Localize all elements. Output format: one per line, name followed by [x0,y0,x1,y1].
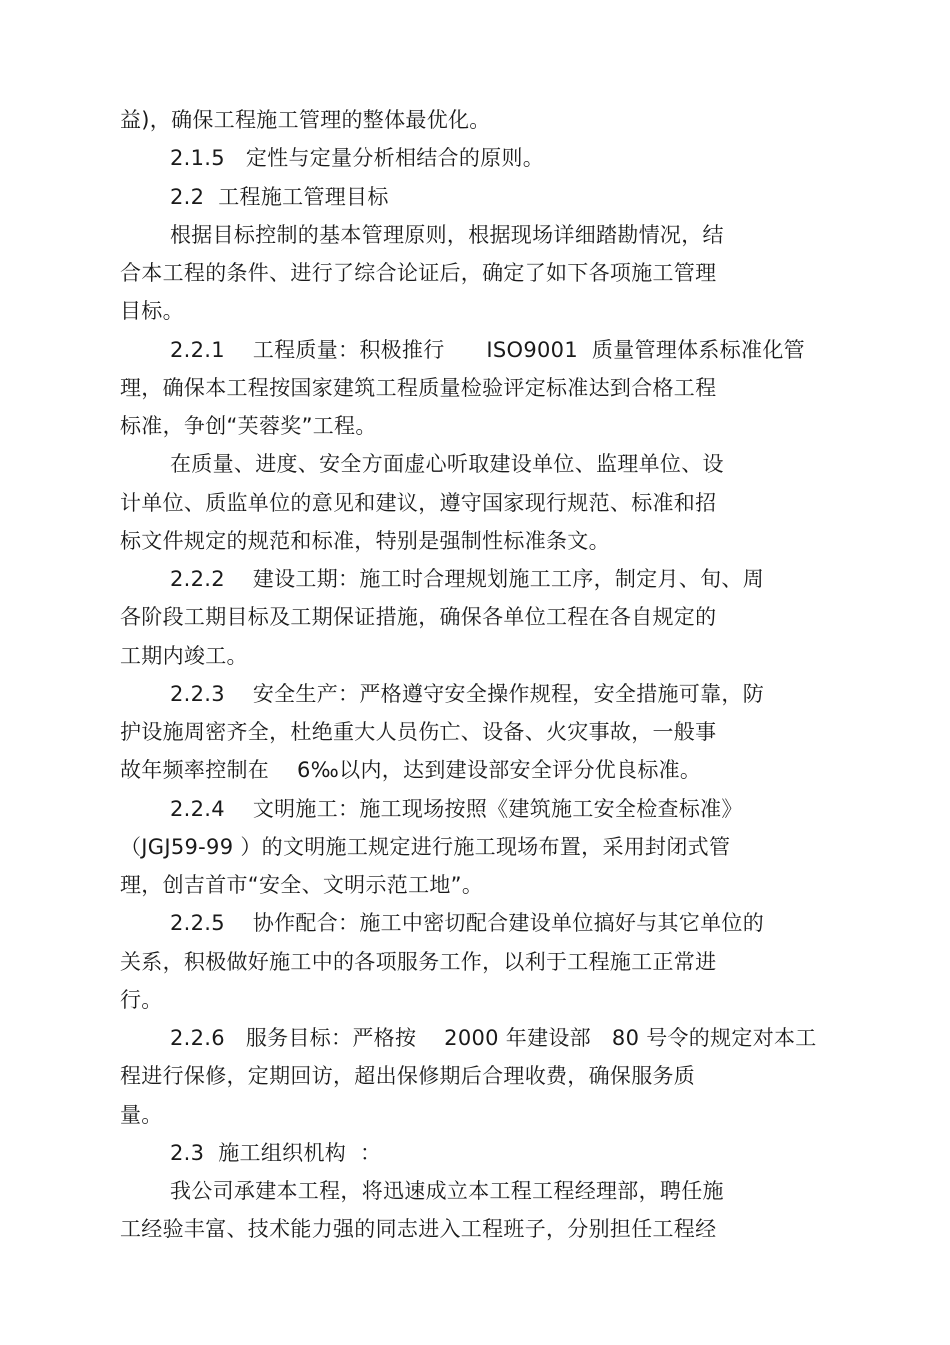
text-line: 2.2.6 服务目标：严格按 2000 年建设部 80 号令的规定对本工 [170,1026,817,1050]
text-line: 根据目标控制的基本管理原则，根据现场详细踏勘情况，结 [170,223,724,247]
text-line: 标准，争创“芙蓉奖”工程。 [120,414,377,438]
text-line: 计单位、质监单位的意见和建议，遵守国家现行规范、标准和招 [120,491,717,515]
text-line: 2.2.5 协作配合：施工中密切配合建设单位搞好与其它单位的 [170,911,765,935]
text-line: 工经验丰富、技术能力强的同志进入工程班子，分别担任工程经 [120,1217,717,1241]
text-line: 护设施周密齐全，杜绝重大人员伤亡、设备、火灾事故，一般事 [120,720,717,744]
text-line: 故年频率控制在 6‰以内，达到建设部安全评分优良标准。 [120,758,702,782]
text-line: 目标。 [120,299,184,323]
text-line: 程进行保修，定期回访，超出保修期后合理收费，确保服务质 [120,1064,696,1088]
text-line: 各阶段工期目标及工期保证措施，确保各单位工程在各自规定的 [120,605,717,629]
text-line: 关系，积极做好施工中的各项服务工作，以利于工程施工正常进 [120,950,717,974]
text-line: 在质量、进度、安全方面虚心听取建设单位、监理单位、设 [170,452,724,476]
section-heading: 2.3 施工组织机构 ： [170,1141,382,1165]
text-line: 理，创吉首市“安全、文明示范工地”。 [120,873,484,897]
text-line: 合本工程的条件、进行了综合论证后，确定了如下各项施工管理 [120,261,717,285]
text-line: （JGJ59-99 ）的文明施工规定进行施工现场布置，采用封闭式管 [120,835,731,859]
text-line: 标文件规定的规范和标准，特别是强制性标准条文。 [120,529,610,553]
text-line: 量。 [120,1103,163,1127]
text-line: 2.2.2 建设工期：施工时合理规划施工工序，制定月、旬、周 [170,567,765,591]
text-line: 工期内竣工。 [120,644,248,668]
section-heading: 2.1.5 定性与定量分析相结合的原则。 [170,146,545,170]
section-heading: 2.2 工程施工管理目标 [170,185,389,209]
text-line: 2.2.1 工程质量：积极推行 ISO9001 质量管理体系标准化管 [170,338,805,362]
text-line: 2.2.3 安全生产：严格遵守安全操作规程，安全措施可靠，防 [170,682,765,706]
text-line: 益)，确保工程施工管理的整体最优化。 [120,108,491,132]
text-line: 2.2.4 文明施工：施工现场按照《建筑施工安全检查标准》 [170,797,743,821]
text-line: 我公司承建本工程，将迅速成立本工程工程经理部，聘任施 [170,1179,724,1203]
text-line: 行。 [120,988,163,1012]
text-line: 理，确保本工程按国家建筑工程质量检验评定标准达到合格工程 [120,376,717,400]
